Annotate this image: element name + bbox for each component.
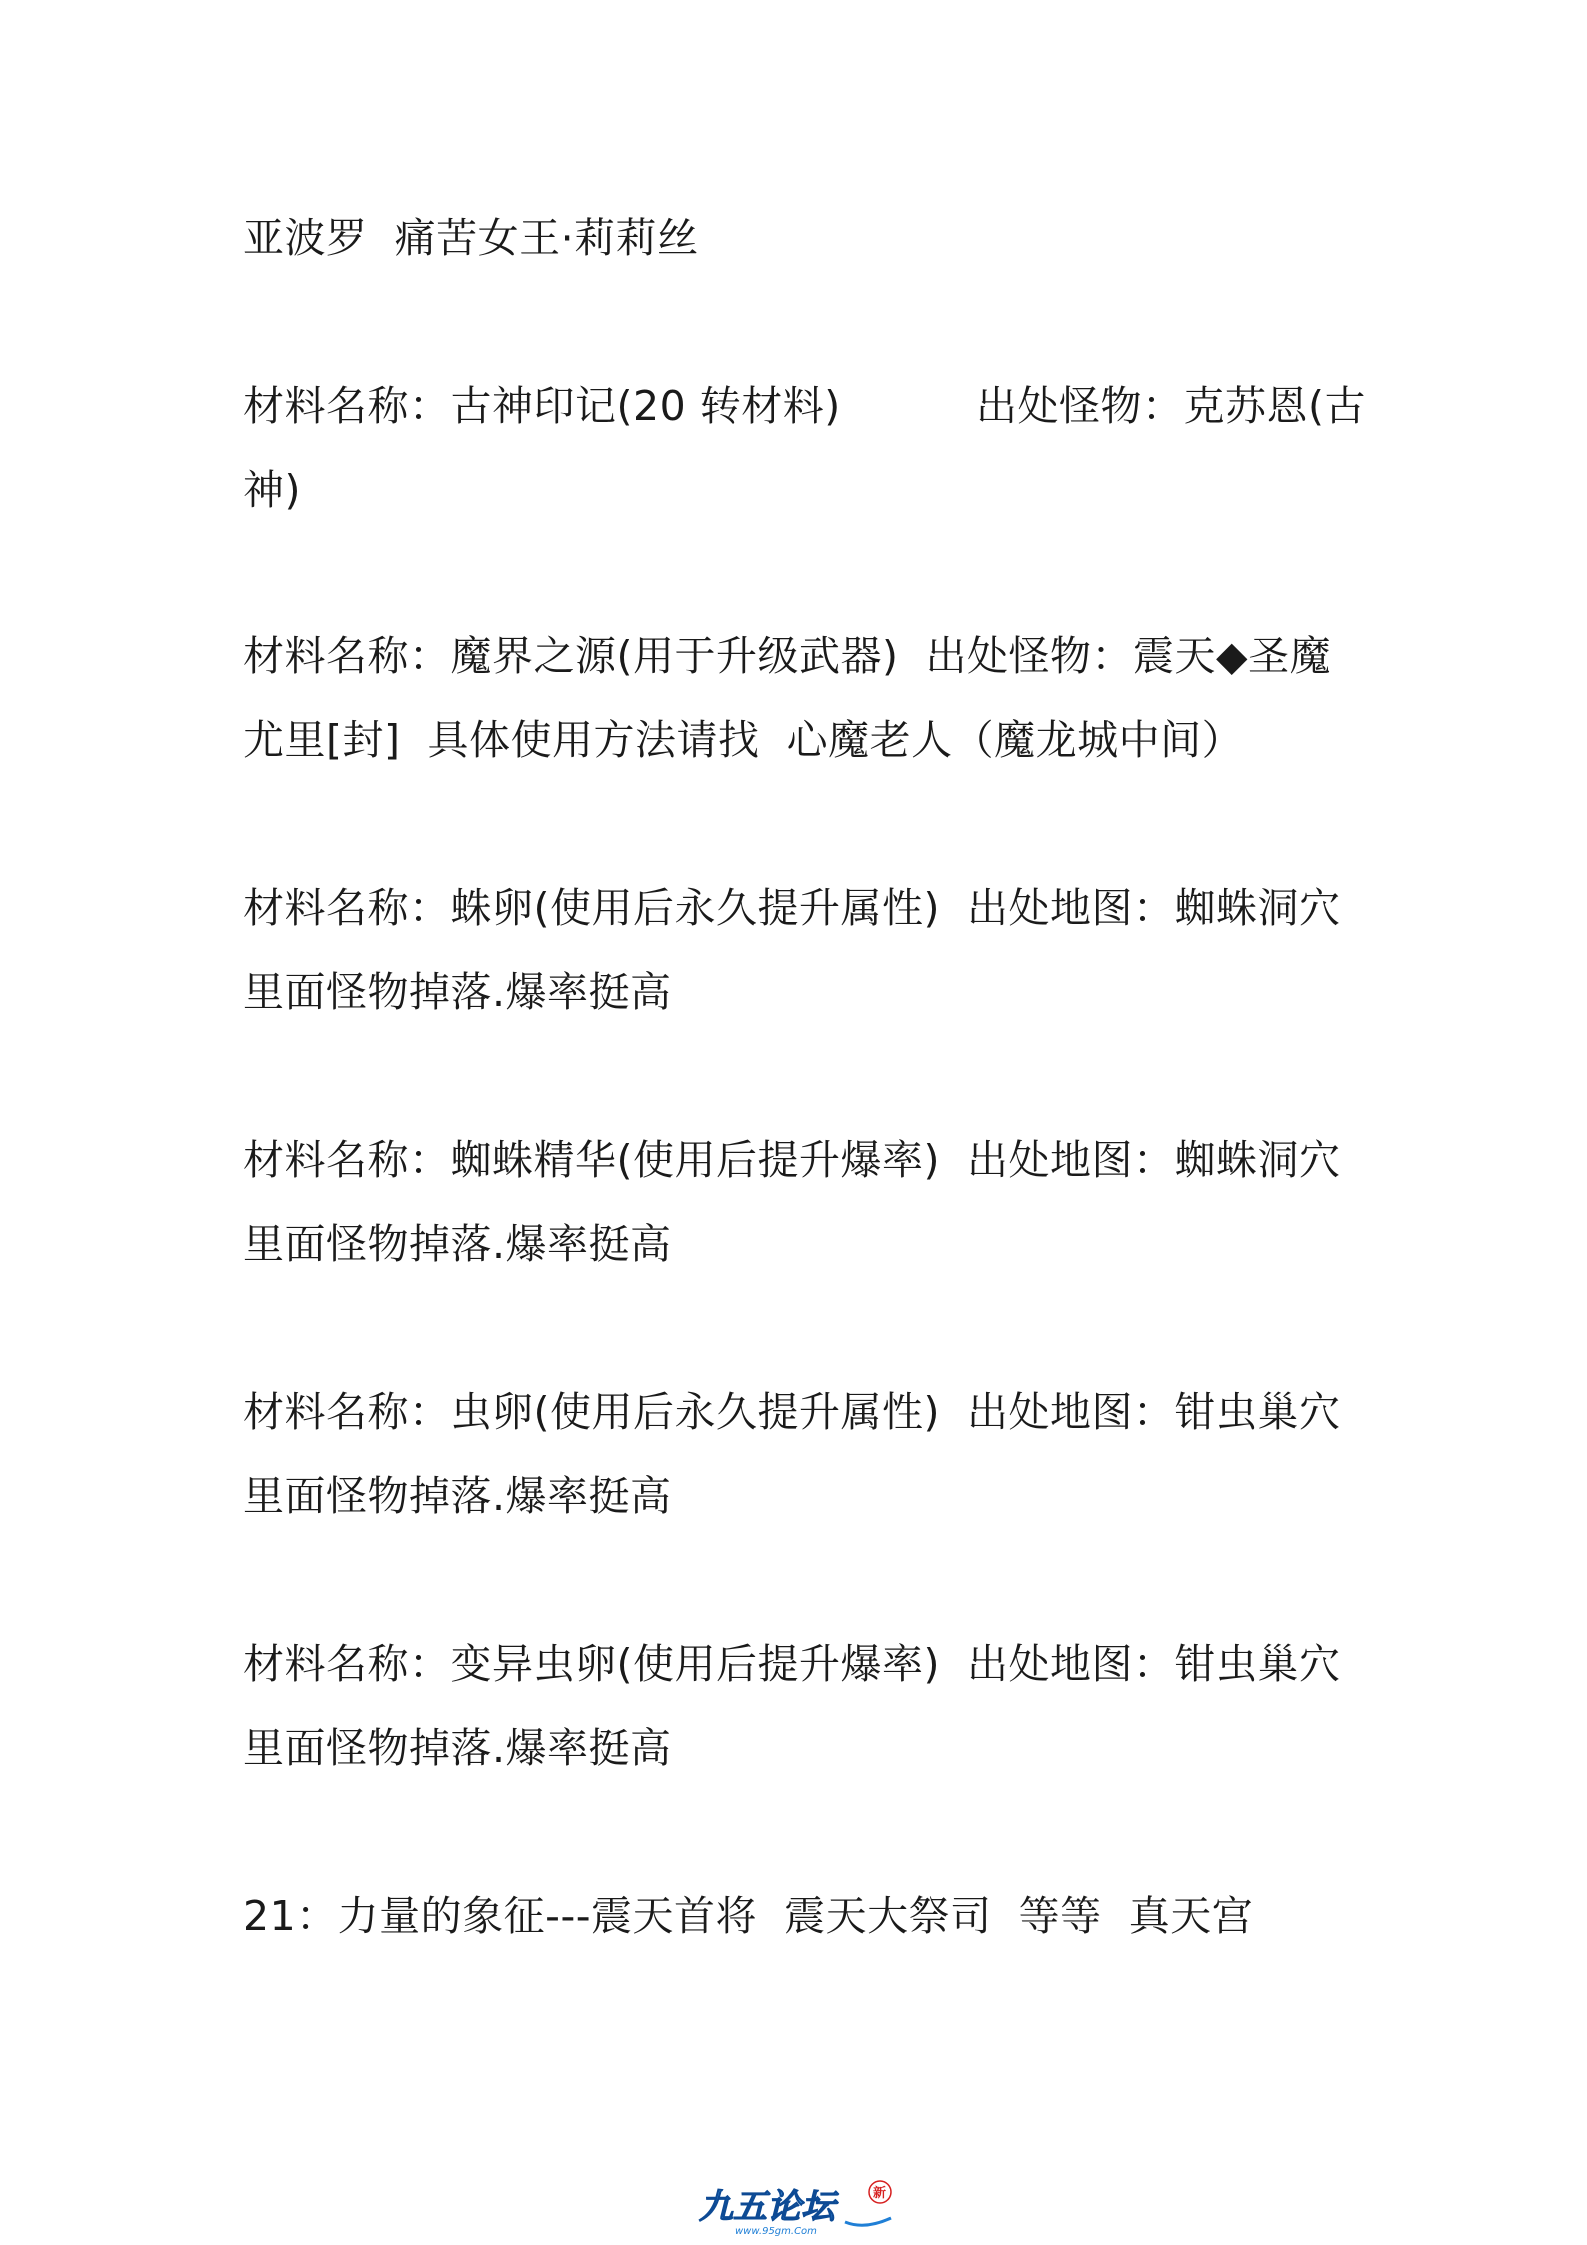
paragraph-title — [243, 196, 1355, 280]
title-line: 亚波罗 痛苦女王·莉莉丝 — [243, 214, 699, 262]
paragraph-material-1 — [243, 364, 1367, 532]
text-line: 材料名称：变异虫卵(使用后提升爆率) 出处地图：钳虫巢穴 — [243, 1640, 1341, 1688]
text-line: 材料名称：蛛卵(使用后永久提升属性) 出处地图：蜘蛛洞穴 — [243, 884, 1341, 932]
text-line: 里面怪物掉落.爆率挺高 — [243, 968, 672, 1016]
svg-text:九五论坛: 九五论坛 — [699, 2187, 835, 2227]
text-line: 材料名称：魔界之源(用于升级武器) 出处怪物：震天◆圣魔 — [243, 632, 1332, 680]
site-logo-icon — [695, 2178, 910, 2238]
text-line: 尤里[封] 具体使用方法请找 心魔老人（魔龙城中间） — [243, 716, 1244, 764]
text-line: 材料名称：虫卵(使用后永久提升属性) 出处地图：钳虫巢穴 — [243, 1388, 1341, 1436]
document-body — [243, 196, 1367, 2042]
svg-text:www.95gm.Com: www.95gm.Com — [735, 2226, 817, 2237]
paragraph-material-4 — [243, 1118, 1355, 1286]
text-line: 里面怪物掉落.爆率挺高 — [243, 1724, 672, 1772]
svg-text:新: 新 — [873, 2186, 887, 2201]
text-line: 材料名称：古神印记(20 转材料) 出处怪物：克苏恩(古 — [243, 382, 1367, 430]
paragraph-material-2 — [243, 614, 1355, 782]
text-line: 里面怪物掉落.爆率挺高 — [243, 1472, 672, 1520]
site-logo — [695, 2178, 910, 2238]
paragraph-section-21 — [243, 1874, 1355, 1958]
text-line: 神) — [243, 466, 301, 514]
text-line: 21：力量的象征---震天首将 震天大祭司 等等 真天宫 — [243, 1892, 1254, 1940]
paragraph-material-3 — [243, 866, 1355, 1034]
text-line: 里面怪物掉落.爆率挺高 — [243, 1220, 672, 1268]
paragraph-material-6 — [243, 1622, 1355, 1790]
paragraph-material-5 — [243, 1370, 1355, 1538]
text-line: 材料名称：蜘蛛精华(使用后提升爆率) 出处地图：蜘蛛洞穴 — [243, 1136, 1341, 1184]
